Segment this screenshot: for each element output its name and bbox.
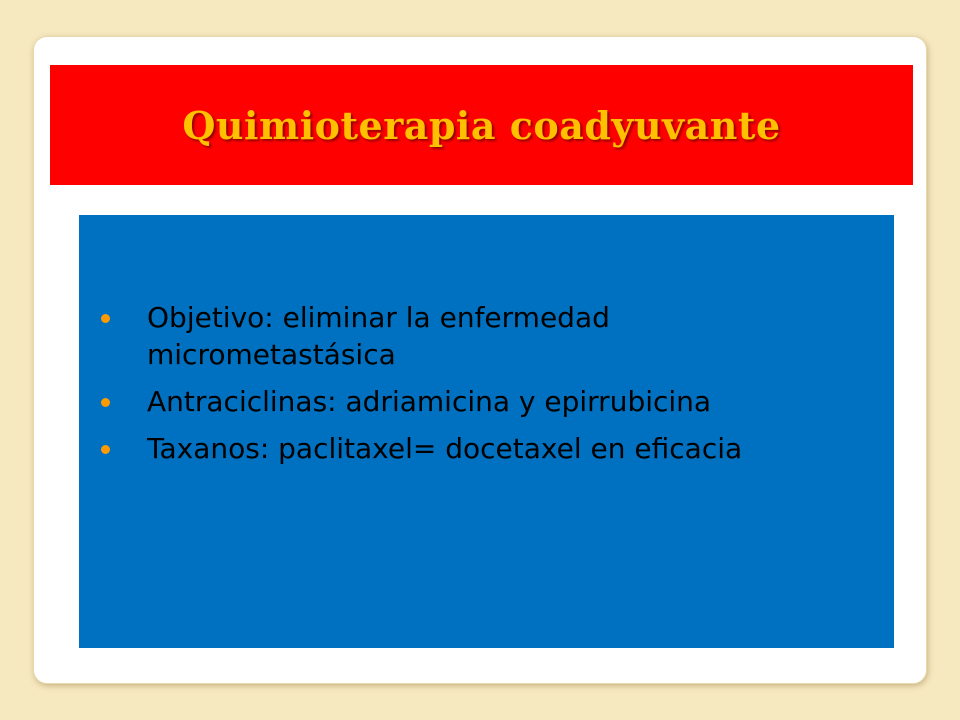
bullet-dot-icon: [101, 398, 110, 407]
bullet-dot-icon: [101, 314, 110, 323]
bullet-text: Objetivo: eliminar la enfermedad micrometastásica: [147, 301, 610, 371]
content-box: [79, 215, 894, 648]
bullet-item: [101, 299, 841, 373]
slide-title: Quimioterapia coadyuvante: [182, 102, 781, 148]
title-bar: [50, 65, 913, 185]
bullet-item: [101, 430, 841, 467]
bullet-item: [101, 383, 841, 420]
bullet-list: [101, 299, 841, 477]
bullet-text: Taxanos: paclitaxel= docetaxel en eficacia: [147, 432, 743, 465]
bullet-dot-icon: [101, 445, 110, 454]
bullet-text: Antraciclinas: adriamicina y epirrubicina: [147, 385, 712, 418]
